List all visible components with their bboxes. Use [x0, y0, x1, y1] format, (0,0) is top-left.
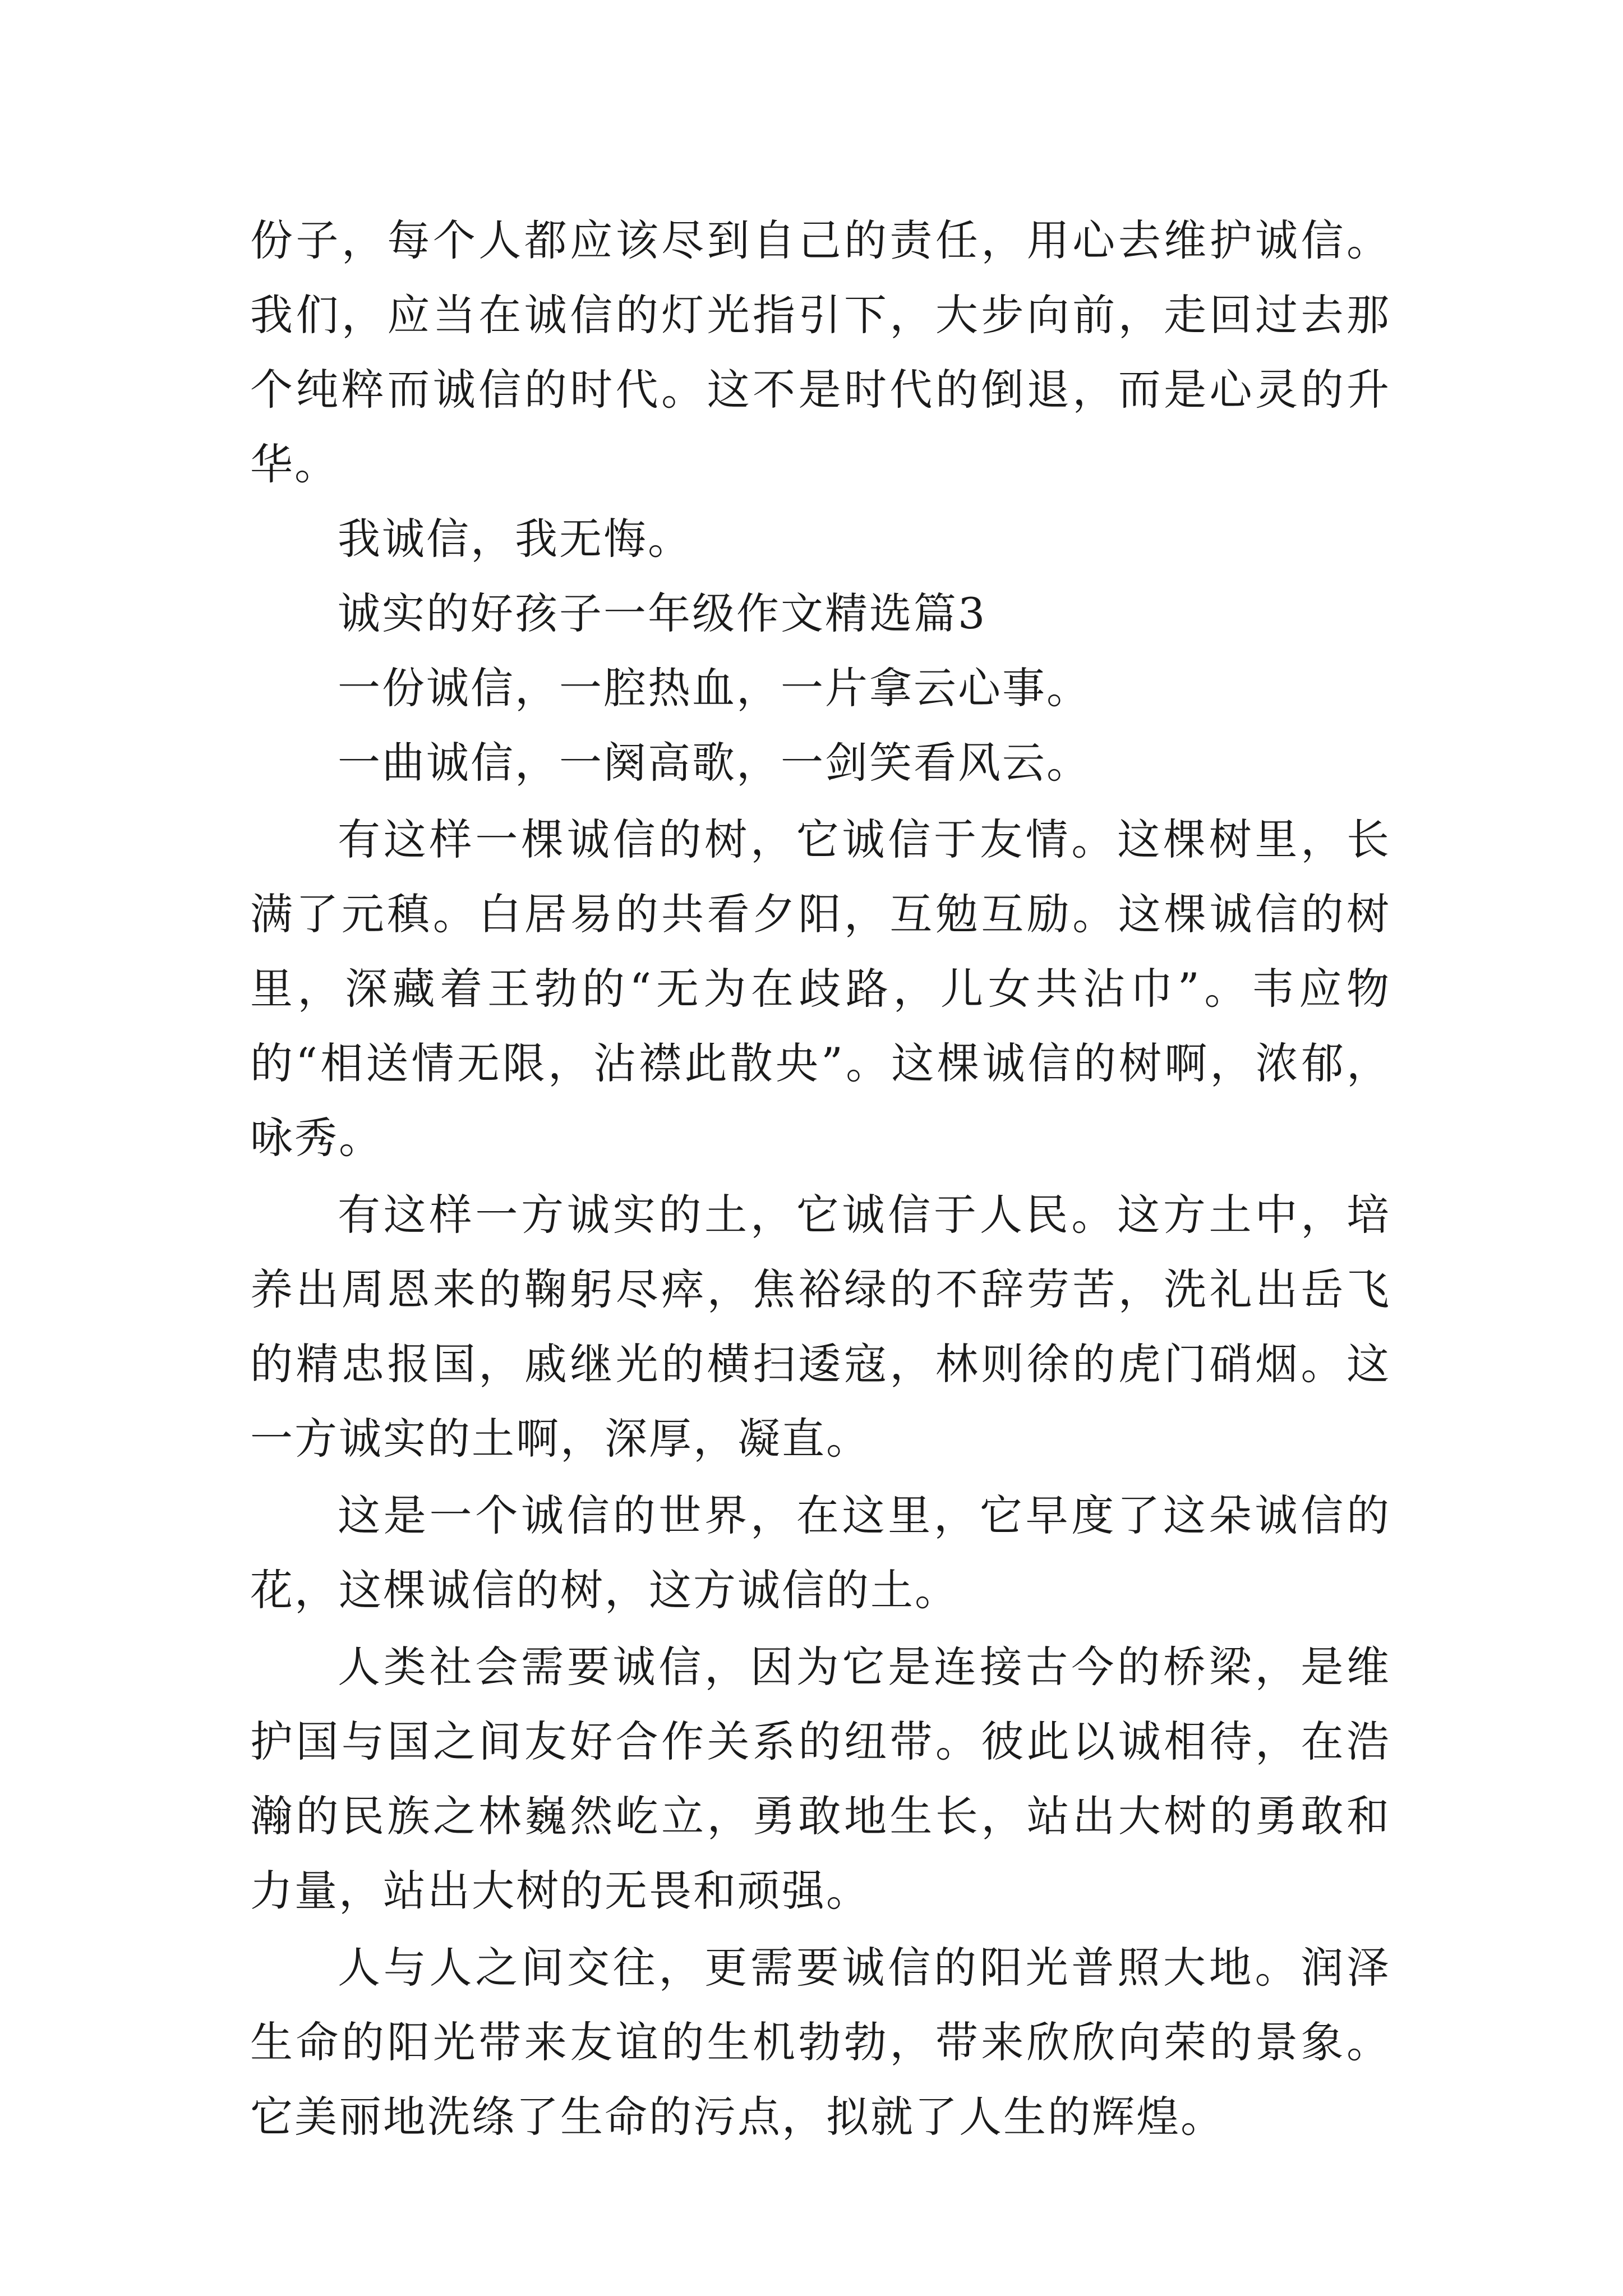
paragraph-9: 人与人之间交往，更需要诚信的阳光普照大地。润泽生命的阳光带来友谊的生机勃勃，带来欣欣向荣的景象。它美丽地洗绦了生命的污点，拟就了人生的辉煌。 — [250, 1943, 1391, 2142]
paragraph-5: 有这样一棵诚信的树，它诚信于友情。这棵树里，长满了元稹。白居易的共看夕阳，互勉互励。这棵诚信的树里，深藏着王勃的“无为在歧路，儿女共沾巾”。韦应物的“相送情无限，沾襟此散央”。这棵诚信的树啊，浓郁，咏秀。 — [250, 815, 1391, 1163]
paragraph-6: 有这样一方诚实的土，它诚信于人民。这方土中，培养出周恩来的鞠躬尽瘁，焦裕绿的不辞劳苦，洗礼出岳飞的精忠报国，戚继光的横扫逶寇，林则徐的虎门硝烟。这一方诚实的土啊，深厚，凝直。 — [250, 1190, 1391, 1464]
section-heading: 诚实的好孩子一年级作文精选篇3 — [338, 588, 987, 638]
paragraph-8: 人类社会需要诚信，因为它是连接古今的桥梁，是维护国与国之间友好合作关系的纽带。彼此以诚相待，在浩瀚的民族之林巍然屹立，勇敢地生长，站出大树的勇敢和力量，站出大树的无畏和顽强。 — [250, 1642, 1391, 1916]
paragraph-1: 份子，每个人都应该尽到自己的责任，用心去维护诚信。我们，应当在诚信的灯光指引下，大步向前，走回过去那个纯粹而诚信的时代。这不是时代的倒退，而是心灵的升华。 — [250, 215, 1391, 489]
paragraph-4: 一曲诚信，一阕高歌，一剑笑看风云。 — [338, 738, 1091, 788]
paragraph-3: 一份诚信，一腔热血，一片拿云心事。 — [338, 663, 1091, 713]
paragraph-2: 我诚信，我无悔。 — [338, 514, 692, 564]
paragraph-7: 这是一个诚信的世界，在这里，它早度了这朵诚信的花，这棵诚信的树，这方诚信的土。 — [250, 1490, 1391, 1615]
document-body — [250, 203, 1391, 2154]
